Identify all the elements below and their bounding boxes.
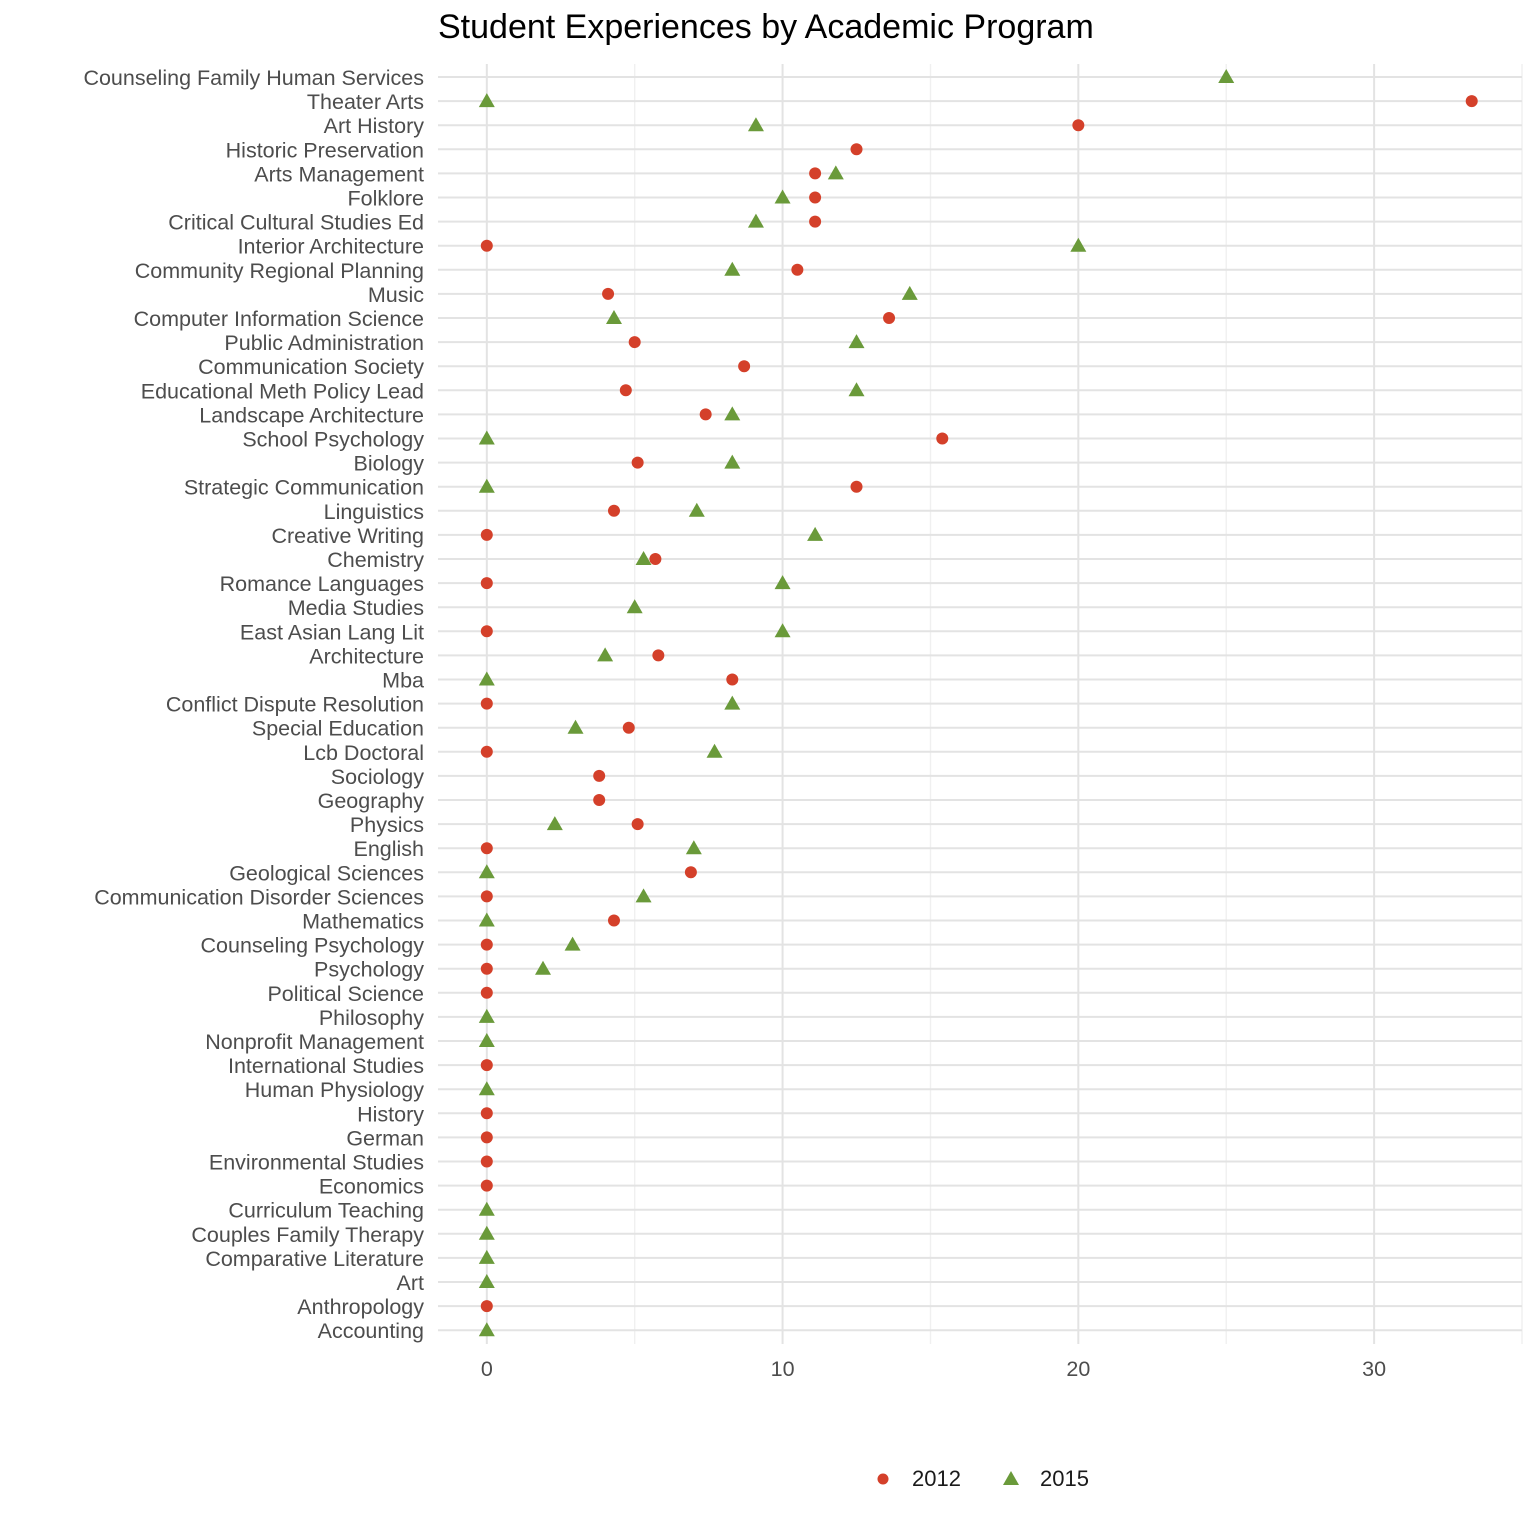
category-label: Philosophy (318, 1005, 424, 1030)
category-label: Conflict Dispute Resolution (165, 692, 424, 717)
category-label: School Psychology (242, 427, 424, 452)
category-label: Arts Management (254, 162, 424, 187)
point-2012 (481, 577, 493, 589)
category-label: Public Administration (224, 331, 424, 356)
legend-triangle-marker (1000, 1468, 1022, 1490)
point-2012 (481, 1059, 493, 1071)
point-2012 (791, 264, 803, 276)
category-label: Comparative Literature (205, 1246, 424, 1271)
point-2012 (1466, 95, 1478, 107)
point-2012 (700, 408, 712, 420)
category-label: Linguistics (323, 499, 424, 524)
point-2012 (608, 915, 620, 927)
point-2012 (481, 842, 493, 854)
category-label: Environmental Studies (208, 1150, 424, 1175)
point-2012 (620, 384, 632, 396)
legend-item-2015 (1000, 1466, 1089, 1492)
x-tick-labels (481, 1357, 1386, 1381)
chart-title: Student Experiences by Academic Program (438, 8, 1094, 46)
point-2012 (685, 866, 697, 878)
point-2012 (632, 818, 644, 830)
category-label: Music (367, 282, 424, 307)
point-2012 (632, 457, 644, 469)
category-label: Landscape Architecture (199, 403, 424, 428)
category-label: Architecture (309, 644, 424, 669)
category-label: Interior Architecture (237, 234, 424, 259)
category-label: Strategic Communication (183, 475, 424, 500)
point-2012 (649, 553, 661, 565)
legend (0, 1466, 1536, 1506)
category-label: Romance Languages (219, 572, 424, 597)
category-label: Couples Family Therapy (191, 1222, 424, 1247)
point-2012 (481, 529, 493, 541)
point-2012 (481, 240, 493, 252)
category-label: Critical Cultural Studies Ed (168, 210, 424, 235)
legend-label-2015: 2015 (1040, 1466, 1089, 1491)
category-label: Nonprofit Management (205, 1030, 424, 1054)
point-2012 (481, 1300, 493, 1312)
category-label: Anthropology (297, 1295, 424, 1320)
category-label: English (353, 837, 424, 862)
category-label: Historic Preservation (225, 138, 424, 163)
x-tick-label: 10 (770, 1357, 795, 1381)
x-tick-label: 0 (480, 1357, 493, 1381)
point-2012 (883, 312, 895, 324)
category-label: Educational Meth Policy Lead (140, 379, 424, 404)
x-tick-label: 20 (1066, 1357, 1091, 1381)
point-2012 (593, 794, 605, 806)
category-label: International Studies (227, 1054, 424, 1079)
point-2012 (809, 167, 821, 179)
category-label: Psychology (314, 957, 424, 982)
category-label: Mathematics (302, 909, 424, 934)
legend-item-2012 (872, 1466, 961, 1492)
category-label: German (346, 1126, 424, 1151)
category-label: Mba (382, 668, 424, 693)
category-label: History (357, 1102, 424, 1127)
category-label: Chemistry (327, 548, 424, 572)
category-label: Folklore (347, 186, 424, 211)
category-label: Special Education (251, 716, 424, 741)
point-2012 (851, 143, 863, 155)
category-label: Counseling Family Human Services (83, 66, 424, 90)
horizontal-gridlines (438, 77, 1522, 1330)
category-label: Geography (317, 789, 424, 813)
point-2012 (481, 1180, 493, 1192)
point-2012 (602, 288, 614, 300)
category-label: Political Science (267, 981, 424, 1006)
category-label: Lcb Doctoral (303, 740, 424, 765)
point-2012 (851, 481, 863, 493)
point-2012 (936, 433, 948, 445)
category-label: Physics (349, 813, 424, 838)
point-2012 (809, 216, 821, 228)
point-2012 (481, 746, 493, 758)
category-label: Biology (353, 451, 424, 476)
point-2012 (1072, 119, 1084, 131)
category-label: Community Regional Planning (134, 258, 424, 283)
category-label: Communication Disorder Sciences (94, 885, 424, 910)
category-label: Human Physiology (244, 1078, 424, 1103)
category-label: East Asian Lang Lit (239, 620, 424, 645)
category-label: Art History (323, 114, 424, 139)
category-label: Media Studies (287, 596, 424, 621)
point-2012 (629, 336, 641, 348)
legend-label-2012: 2012 (912, 1466, 961, 1491)
point-2012 (738, 360, 750, 372)
legend-circle-marker (872, 1468, 894, 1490)
point-2012 (608, 505, 620, 517)
x-tick-label: 30 (1362, 1357, 1387, 1381)
point-2012 (481, 987, 493, 999)
category-label: Art (396, 1271, 424, 1295)
category-label: Accounting (317, 1319, 424, 1344)
point-2012 (623, 722, 635, 734)
category-label: Communication Society (198, 355, 424, 380)
point-2012 (481, 939, 493, 951)
category-labels (83, 66, 424, 1343)
category-label: Sociology (330, 764, 424, 789)
category-label: Theater Arts (306, 90, 424, 115)
point-2012 (481, 890, 493, 902)
category-label: Creative Writing (271, 523, 424, 548)
point-2012 (481, 625, 493, 637)
point-2012 (481, 1107, 493, 1119)
category-label: Economics (318, 1174, 424, 1199)
point-2012 (593, 770, 605, 782)
point-2012 (481, 698, 493, 710)
point-2012 (481, 1156, 493, 1168)
point-2012 (481, 963, 493, 975)
point-2012 (652, 649, 664, 661)
point-2012 (481, 1131, 493, 1143)
category-label: Curriculum Teaching (228, 1198, 424, 1223)
category-label: Counseling Psychology (200, 933, 424, 958)
point-2012 (809, 192, 821, 204)
point-2012 (726, 674, 738, 686)
category-label: Computer Information Science (133, 307, 424, 331)
category-label: Geological Sciences (229, 861, 424, 886)
